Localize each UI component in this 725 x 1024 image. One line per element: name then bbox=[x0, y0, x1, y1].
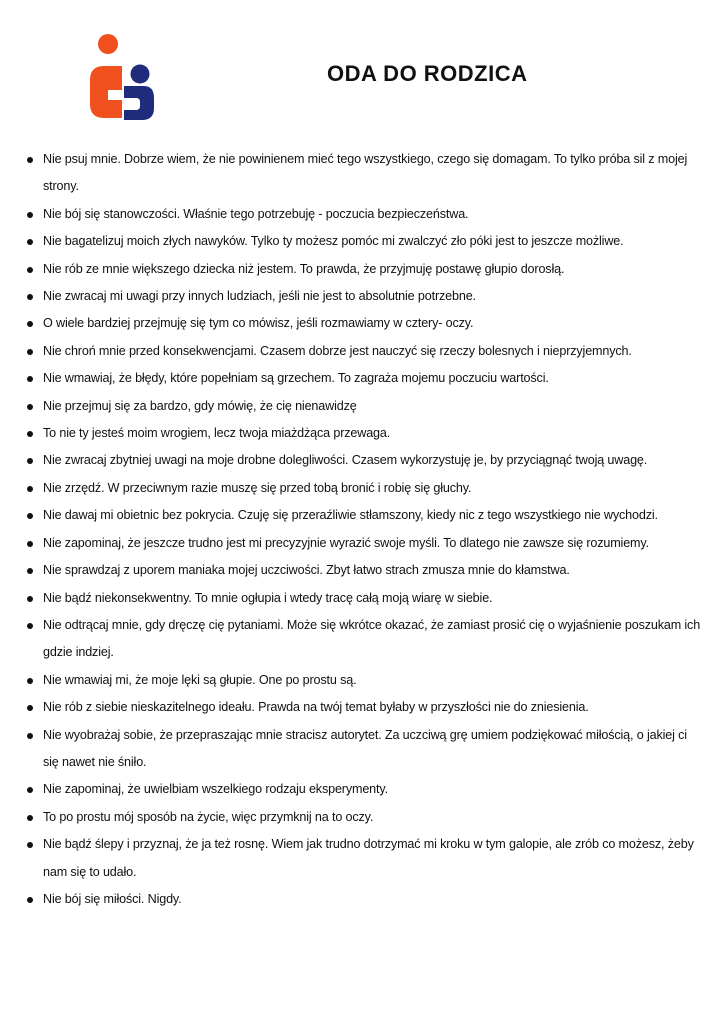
advice-list bbox=[24, 146, 704, 913]
list-item-text: Nie rób z siebie nieskazitelnego ideału. Prawda na twój temat byłaby w przyszłości nie do zniesienia. bbox=[43, 700, 589, 715]
list-item bbox=[24, 612, 704, 667]
bullet-icon bbox=[27, 815, 33, 821]
list-item-text: Nie bagatelizuj moich złych nawyków. Tylko ty możesz pomóc mi zwalczyć zło póki jest to jeszcze możliwe. bbox=[43, 234, 624, 249]
list-item-text: Nie przejmuj się za bardzo, gdy mówię, że cię nienawidzę bbox=[43, 398, 357, 413]
list-item bbox=[24, 694, 704, 721]
list-item bbox=[24, 420, 704, 447]
bullet-icon bbox=[27, 705, 33, 711]
bullet-icon bbox=[27, 678, 33, 684]
list-item-text: Nie bój się stanowczości. Właśnie tego potrzebuję - poczucia bezpieczeństwa. bbox=[43, 206, 469, 221]
list-item bbox=[24, 831, 704, 886]
list-item bbox=[24, 310, 704, 337]
list-item bbox=[24, 475, 704, 502]
list-item-text: Nie zapominaj, że uwielbiam wszelkiego rodzaju eksperymenty. bbox=[43, 782, 388, 797]
bullet-icon bbox=[27, 376, 33, 382]
list-item bbox=[24, 256, 704, 283]
list-item bbox=[24, 365, 704, 392]
list-item bbox=[24, 667, 704, 694]
list-item-text: Nie zwracaj mi uwagi przy innych ludziach, jeśli nie jest to absolutnie potrzebne. bbox=[43, 289, 476, 304]
list-item-text: Nie bój się miłości. Nigdy. bbox=[43, 891, 182, 906]
list-item bbox=[24, 201, 704, 228]
list-item bbox=[24, 338, 704, 365]
page-title: ODA DO RODZICA bbox=[327, 61, 528, 86]
bullet-icon bbox=[27, 897, 33, 903]
bullet-icon bbox=[27, 842, 33, 848]
bullet-icon bbox=[27, 321, 33, 327]
list-item bbox=[24, 557, 704, 584]
list-item-text: Nie wmawiaj mi, że moje lęki są głupie. One po prostu są. bbox=[43, 672, 357, 687]
bullet-icon bbox=[27, 568, 33, 574]
list-item-text: Nie dawaj mi obietnic bez pokrycia. Czuję się przeraźliwie stłamszony, kiedy nic z tego wszystkiego nie wychodzi. bbox=[43, 508, 658, 523]
list-item-text: Nie rób ze mnie większego dziecka niż jestem. To prawda, że przyjmuję postawę głupio dorosłą. bbox=[43, 261, 565, 276]
list-item bbox=[24, 146, 704, 201]
bullet-icon bbox=[27, 157, 33, 163]
list-item-text: Nie bądź ślepy i przyznaj, że ja też rosnę. Wiem jak trudno dotrzymać mi kroku w tym galopie, ale zrób co możesz, żeby nam się to udało. bbox=[43, 837, 694, 879]
bullet-icon bbox=[27, 541, 33, 547]
bullet-icon bbox=[27, 431, 33, 437]
list-item-text: To nie ty jesteś moim wrogiem, lecz twoja miażdżąca przewaga. bbox=[43, 426, 391, 441]
bullet-icon bbox=[27, 212, 33, 218]
list-item-text: Nie zapominaj, że jeszcze trudno jest mi precyzyjnie wyrazić swoje myśli. To dlatego nie zawsze się rozumiemy. bbox=[43, 535, 649, 550]
bullet-icon bbox=[27, 787, 33, 793]
list-item-text: O wiele bardziej przejmuję się tym co mówisz, jeśli rozmawiamy w cztery- oczy. bbox=[43, 316, 474, 331]
bullet-icon bbox=[27, 596, 33, 602]
list-item-text: Nie wyobrażaj sobie, że przepraszając mnie stracisz autorytet. Za uczciwą grę umiem podziękować miłością, o jakiej ci się nawet nie śniło. bbox=[43, 727, 687, 769]
bullet-icon bbox=[27, 404, 33, 410]
list-item-text: Nie sprawdzaj z uporem maniaka mojej uczciwości. Zbyt łatwo strach zmusza mnie do kłamstwa. bbox=[43, 563, 570, 578]
bullet-icon bbox=[27, 239, 33, 245]
list-item bbox=[24, 283, 704, 310]
bullet-icon bbox=[27, 267, 33, 273]
list-item-text: Nie chroń mnie przed konsekwencjami. Czasem dobrze jest nauczyć się rzeczy bolesnych i nieprzyjemnych. bbox=[43, 343, 632, 358]
list-item bbox=[24, 530, 704, 557]
list-item bbox=[24, 776, 704, 803]
bullet-icon bbox=[27, 486, 33, 492]
list-item bbox=[24, 228, 704, 255]
list-item-text: To po prostu mój sposób na życie, więc przymknij na to oczy. bbox=[43, 809, 374, 824]
list-item bbox=[24, 804, 704, 831]
bullet-icon bbox=[27, 513, 33, 519]
bullet-icon bbox=[27, 623, 33, 629]
list-item-text: Nie zrzędź. W przeciwnym razie muszę się przed tobą bronić i robię się głuchy. bbox=[43, 480, 472, 495]
list-item bbox=[24, 393, 704, 420]
family-logo-icon bbox=[88, 32, 156, 120]
list-item bbox=[24, 585, 704, 612]
list-item-text: Nie wmawiaj, że błędy, które popełniam są grzechem. To zagraża mojemu poczuciu wartości. bbox=[43, 371, 549, 386]
bullet-icon bbox=[27, 349, 33, 355]
list-item bbox=[24, 886, 704, 913]
list-item bbox=[24, 722, 704, 777]
list-item-text: Nie zwracaj zbytniej uwagi na moje drobne dolegliwości. Czasem wykorzystuję je, by przyciągnąć twoją uwagę. bbox=[43, 453, 648, 468]
list-item-text: Nie odtrącaj mnie, gdy dręczę cię pytaniami. Może się wkrótce okazać, że zamiast prosić cię o wyjaśnienie poszukam ich gdzie indziej. bbox=[43, 617, 701, 660]
bullet-icon bbox=[27, 733, 33, 739]
bullet-icon bbox=[27, 294, 33, 300]
list-item-text: Nie psuj mnie. Dobrze wiem, że nie powinienem mieć tego wszystkiego, czego się domagam. To tylko próba sil z mojej strony. bbox=[43, 152, 688, 194]
list-item-text: Nie bądź niekonsekwentny. To mnie ogłupia i wtedy tracę całą moją wiarę w siebie. bbox=[43, 590, 493, 605]
bullet-icon bbox=[27, 458, 33, 464]
list-item bbox=[24, 447, 704, 474]
list-item bbox=[24, 502, 704, 529]
